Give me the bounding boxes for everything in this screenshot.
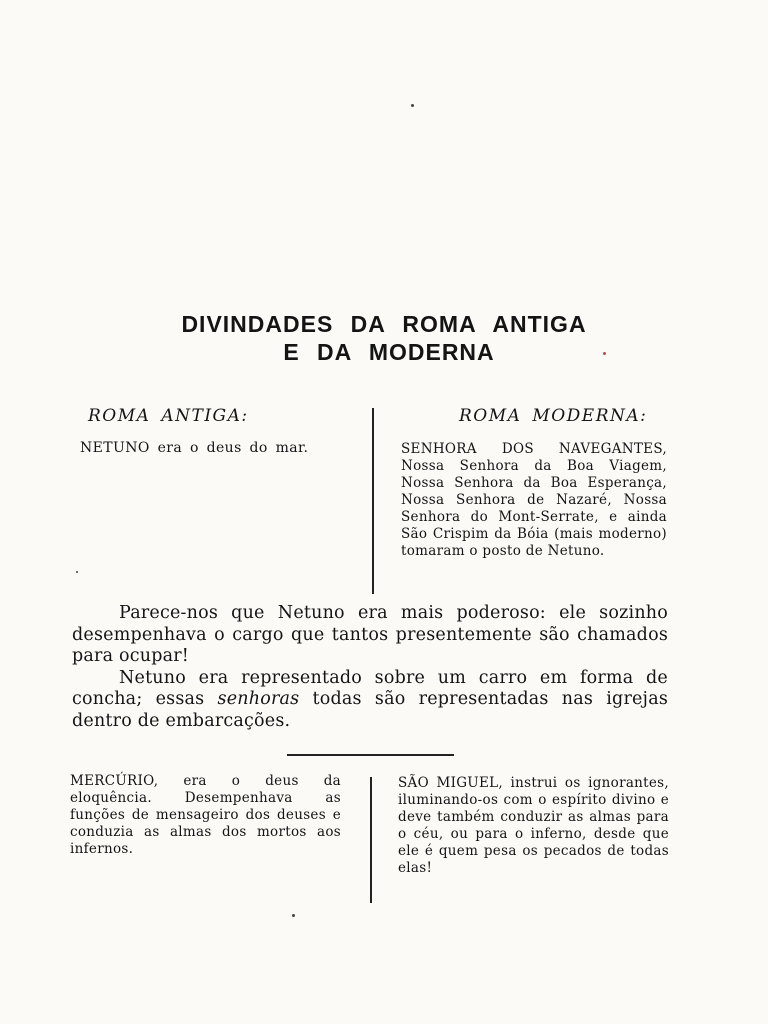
- commentary-paragraph-2: [72, 668, 668, 733]
- print-speck: [76, 571, 78, 573]
- commentary: [72, 603, 668, 732]
- commentary-paragraph-2-end: todas são representadas nas igrejas dentro de embarcações.: [72, 689, 669, 731]
- page-title: [0, 310, 768, 366]
- print-speck: [292, 914, 295, 917]
- commentary-paragraph-1: Parece-nos que Netuno era mais poderoso: ele sozinho desempenhava o cargo que tantos presentemente são chamados para ocupar!: [72, 603, 668, 666]
- page-title-line-2: E DA MODERNA: [283, 339, 495, 365]
- column-divider-upper: [372, 408, 374, 594]
- print-speck: [411, 104, 414, 107]
- commentary-paragraph-2-start: Netuno era representado sobre um carro em forma de concha; essas: [72, 667, 668, 709]
- mercurio-text: MERCÚRIO, era o deus da eloquência. Desempenhava as funções de mensageiro dos deuses e conduzia as almas dos mortos aos infernos.: [70, 773, 341, 857]
- commentary-italic-word: senhoras: [217, 689, 300, 709]
- roma-moderna-text: SENHORA DOS NAVEGANTES, Nossa Senhora da Boa Viagem, Nossa Senhora da Boa Esperança, Nossa Senhora de Nazaré, Nossa Senhora do Mont-Serrate, e ainda São Crispim da Bóia (mais moderno) tomaram o posto de Netuno.: [401, 441, 667, 559]
- column-divider-lower: [370, 777, 372, 903]
- roma-antiga-text: NETUNO era o deus do mar.: [80, 440, 309, 456]
- page-title-line-1: DIVINDADES DA ROMA ANTIGA: [181, 311, 587, 337]
- roma-antiga-heading: ROMA ANTIGA:: [88, 406, 249, 426]
- roma-moderna-heading: ROMA MODERNA:: [459, 406, 648, 426]
- sao-miguel-text: SÃO MIGUEL, instrui os ignorantes, iluminando-os com o espírito divino e deve também conduzir as almas para o céu, ou para o inferno, desde que ele é quem pesa os pecados de todas elas!: [398, 775, 669, 876]
- section-separator: [287, 754, 454, 756]
